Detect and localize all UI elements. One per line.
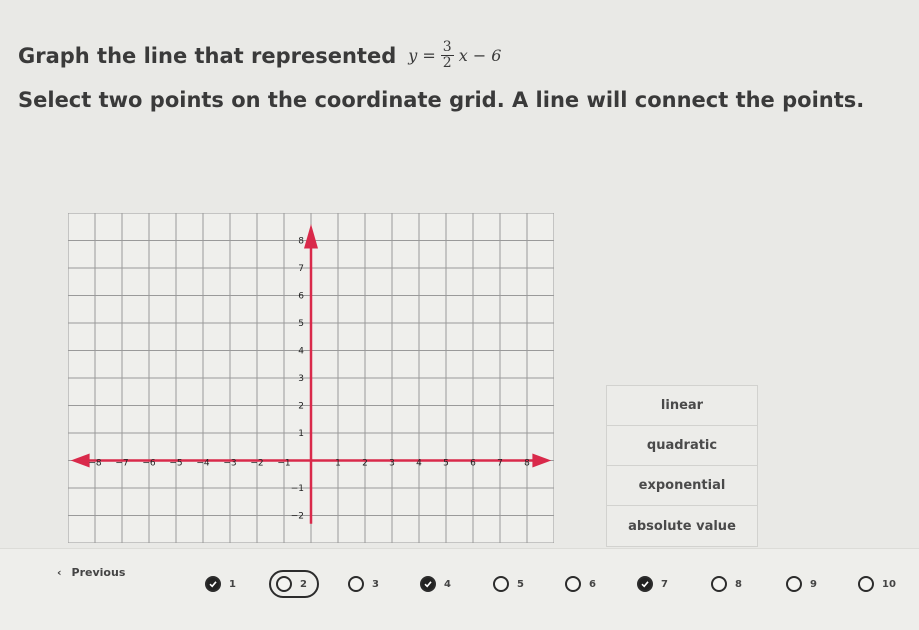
question-number: 7 (661, 578, 668, 590)
fraction-denominator: 2 (442, 55, 452, 71)
equation-lhs: y = (408, 46, 436, 65)
question-9-button[interactable] (786, 570, 817, 598)
x-tick-label: −6 (142, 458, 156, 469)
question-number: 4 (444, 578, 451, 590)
question-number: 6 (589, 578, 596, 590)
question-8-button[interactable] (711, 570, 742, 598)
completed-check-icon (420, 576, 436, 592)
choice-quadratic[interactable]: quadratic (607, 426, 757, 466)
question-5-button[interactable] (493, 570, 524, 598)
status-circle-icon (858, 576, 874, 592)
question-number: 10 (882, 578, 896, 590)
question-6-button[interactable] (565, 570, 596, 598)
y-tick-label: 2 (298, 401, 304, 412)
x-tick-label: 1 (335, 458, 341, 469)
question-navigation-footer (0, 548, 919, 630)
fraction-numerator: 3 (442, 39, 452, 55)
choice-exponential[interactable]: exponential (607, 466, 757, 506)
x-tick-label: −3 (223, 458, 237, 469)
prompt-text: Graph the line that represented (18, 43, 397, 68)
choice-absolute-value[interactable]: absolute value (628, 518, 736, 534)
question-10-button[interactable] (858, 570, 896, 598)
choice-linear[interactable]: linear (607, 386, 757, 426)
previous-button[interactable] (57, 566, 125, 579)
coordinate-grid[interactable] (68, 213, 554, 543)
question-3-button[interactable] (348, 570, 379, 598)
question-number: 5 (517, 578, 524, 590)
question-prompt (18, 40, 501, 71)
x-tick-label: −5 (169, 458, 183, 469)
status-circle-icon (565, 576, 581, 592)
question-number: 2 (300, 578, 307, 590)
question-7-button[interactable] (637, 570, 668, 598)
completed-check-icon (637, 576, 653, 592)
status-circle-icon (493, 576, 509, 592)
x-tick-label: 3 (389, 458, 395, 469)
question-number: 8 (735, 578, 742, 590)
question-number: 1 (229, 578, 236, 590)
x-tick-label: 7 (497, 458, 503, 469)
x-tick-label: −2 (250, 458, 264, 469)
y-tick-label: −2 (290, 511, 304, 522)
y-tick-label: 8 (298, 236, 304, 247)
y-tick-label: −1 (290, 484, 304, 494)
y-tick-label: 1 (298, 429, 304, 439)
x-tick-label: −8 (88, 458, 102, 469)
status-circle-icon (786, 576, 802, 592)
x-tick-label: 6 (470, 458, 476, 469)
y-tick-label: 7 (298, 264, 304, 274)
status-circle-icon (348, 576, 364, 592)
x-tick-label: −1 (277, 458, 291, 469)
status-circle-icon (711, 576, 727, 592)
x-tick-label: 8 (524, 458, 530, 469)
y-tick-label: 6 (298, 291, 304, 302)
y-tick-label: 4 (298, 346, 304, 357)
question-1-button[interactable] (205, 570, 236, 598)
equation-rest: x − 6 (458, 46, 502, 65)
question-4-button[interactable] (420, 570, 451, 598)
x-tick-label: −7 (115, 458, 129, 469)
instruction-text: Select two points on the coordinate grid. A line will connect the points. (18, 88, 865, 112)
chevron-left-icon: ‹ (57, 566, 62, 579)
equation-fraction (441, 40, 454, 71)
completed-check-icon (205, 576, 221, 592)
question-2-button[interactable] (269, 570, 319, 598)
equation (408, 40, 501, 71)
y-tick-label: 3 (298, 374, 304, 384)
question-number: 9 (810, 578, 817, 590)
x-tick-label: 5 (443, 458, 449, 469)
x-tick-label: 2 (362, 458, 368, 469)
status-circle-icon (276, 576, 292, 592)
question-number: 3 (372, 578, 379, 590)
x-tick-label: 4 (416, 458, 422, 469)
x-tick-label: −4 (196, 458, 210, 469)
previous-label: Previous (71, 566, 126, 579)
function-type-choices (606, 385, 758, 547)
y-tick-label: 5 (298, 319, 304, 329)
